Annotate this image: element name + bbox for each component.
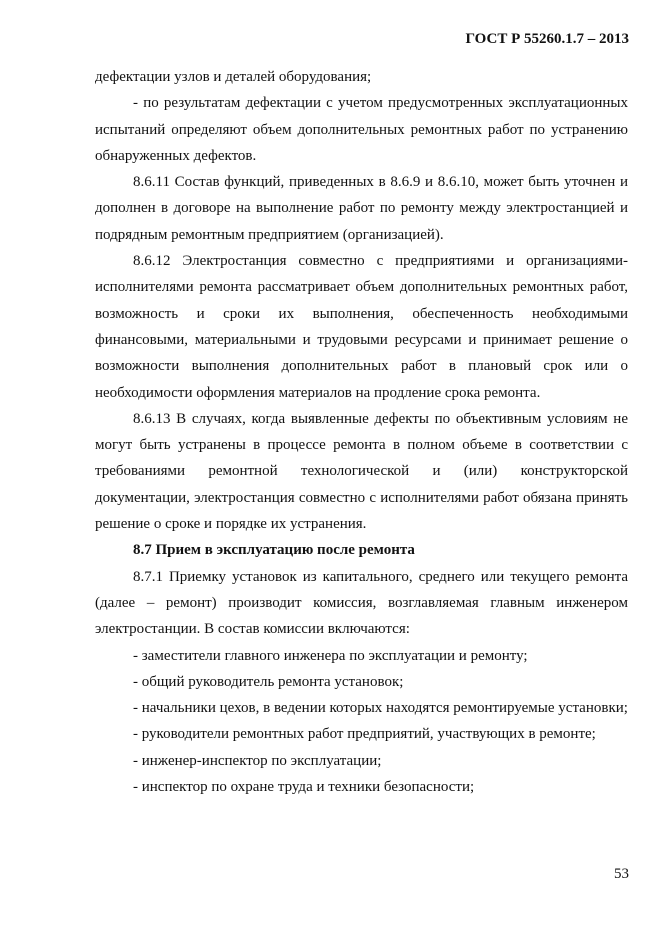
- clause-8-6-13: 8.6.13 В случаях, когда выявленные дефекты по объективным условиям не могут быть устранены в процессе ремонта в полном объеме в соответствии с требованиями ремонтной технологической и (или) конструкторской документации, электростанция совместно с исполнителями работ обязана принять решение о сроке и порядке их устранения.: [95, 410, 628, 533]
- list-item: - инспектор по охране труда и техники безопасности;: [133, 779, 475, 796]
- page-body: [95, 64, 628, 800]
- section-heading-8-7: 8.7 Прием в эксплуатацию после ремонта: [133, 542, 415, 559]
- clause-8-6-11: 8.6.11 Состав функций, приведенных в 8.6.9 и 8.6.10, может быть уточнен и дополнен в договоре на выполнение работ по ремонту между электростанцией и подрядным ремонтным предприятием (организацией).: [95, 174, 628, 243]
- list-item: - заместители главного инженера по эксплуатации и ремонту;: [133, 647, 528, 664]
- clause-8-6-12: 8.6.12 Электростанция совместно с предприятиями и организациями-исполнителями ремонта рассматривает объем дополнительных ремонтных работ, возможность и сроки их выполнения, обеспеченность необходимыми финансовыми, материальными и трудовыми ресурсами и принимает решение о возможности выполнения дополнительных работ в плановый срок или о необходимости оформления материалов на продление срока ремонта.: [95, 253, 628, 401]
- list-item: - начальники цехов, в ведении которых находятся ремонтируемые установки;: [133, 700, 628, 717]
- clause-8-7-1: 8.7.1 Приемку установок из капитального, среднего или текущего ремонта (далее – ремонт) производит комиссия, возглавляемая главным инженером электростанции. В состав комиссии включаются:: [95, 568, 628, 638]
- page-number: 53: [614, 866, 629, 882]
- paragraph-continuation: дефектации узлов и деталей оборудования;: [95, 69, 372, 85]
- list-item: - по результатам дефектации с учетом предусмотренных эксплуатационных испытаний определяют объем дополнительных ремонтных работ по устранению обнаруженных дефектов.: [95, 95, 628, 164]
- list-item: - инженер-инспектор по эксплуатации;: [133, 752, 382, 769]
- list-item: - общий руководитель ремонта установок;: [133, 673, 404, 690]
- list-item: - руководители ремонтных работ предприятий, участвующих в ремонте;: [133, 726, 596, 743]
- document-header: ГОСТ Р 55260.1.7 – 2013: [465, 31, 629, 47]
